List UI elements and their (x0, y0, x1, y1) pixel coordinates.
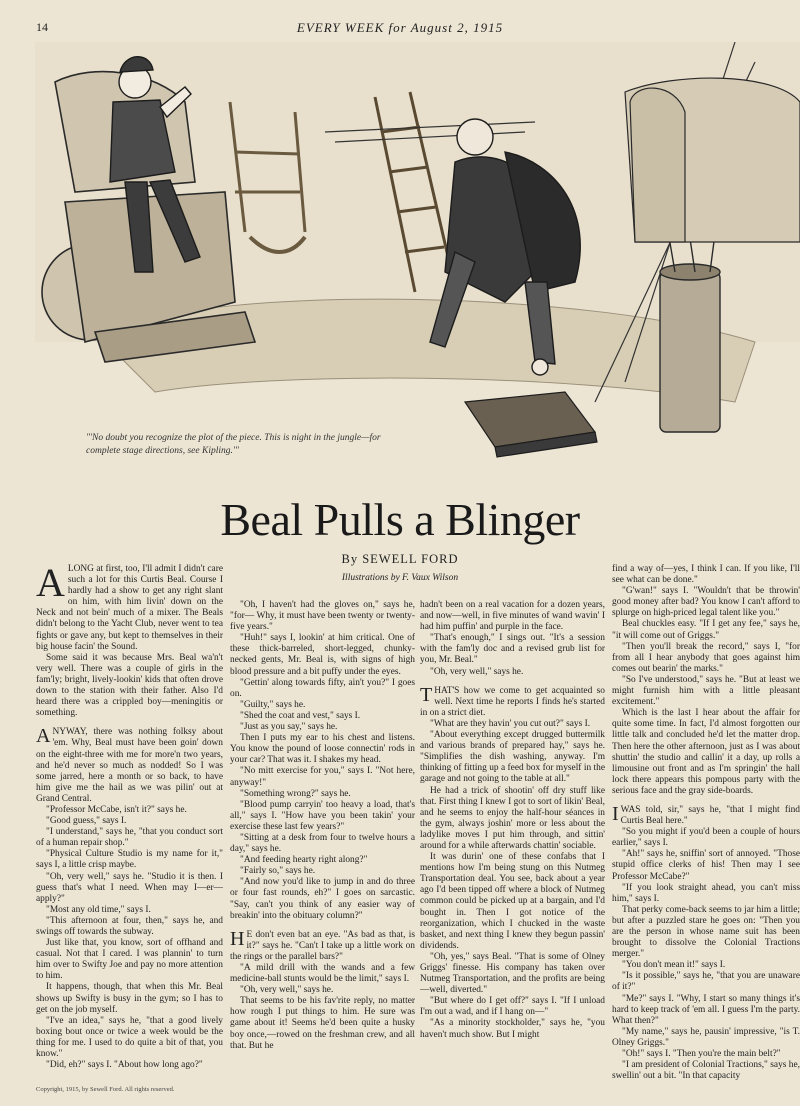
byline: By SEWELL FORD (341, 552, 459, 566)
drop-cap: T (420, 683, 433, 706)
paragraph: "This afternoon at four, then," says he, and swings off towards the subway. (36, 915, 223, 937)
paragraph: It was durin' one of these confabs that I mentions how I'm being stung on this Nutmeg Transportation deal. You see, back about a year ago I'd been tipped off where a block of Nutmeg common could be picked up at a bargain, and I'd bought in. Then I got notice of the reorganization, which I chucked in the waste basket, and next thing I knew they begun passin' dividends. (420, 852, 605, 951)
paragraph: "Oh, I haven't had the gloves on," says he, "for— Why, it must have been twenty or twenty-five years." (230, 600, 415, 633)
paragraph: "Most any old time," says I. (46, 904, 151, 915)
paragraph: "Professor McCabe, isn't it?" says he. (46, 804, 187, 815)
paragraph: "Sitting at a desk from four to twelve hours a day," says he. (230, 832, 415, 855)
paragraph: "Something wrong?" says he. (240, 788, 351, 799)
paragraph: "That's enough," I sings out. "It's a session with the fam'ly doc and a revised grub list for you, Mr. Beal." (420, 633, 605, 666)
article-title: Beal Pulls a Blinger (220, 494, 580, 545)
paragraph: "No mitt exercise for you," says I. "Not here, anyway!" (230, 766, 415, 788)
paragraph: "About everything except drugged buttermilk and various brands of prepared hay," says he. "Simplifies the dish washing, anyway. I'm thinking of fitting up a feed box for myself in the garage and not going to the table at all." (420, 730, 605, 785)
paragraph: HAT'S how we come to get acquainted so well. Next time he reports I finds he's started in on a strict diet. (420, 685, 605, 718)
paragraph: "You don't mean it!" says I. (622, 960, 726, 971)
paragraph: "I've an idea," says he, "that a good lively boxing bout once or twice a week would be the thing for me. I used to do quite a bit of that, you know." (36, 1015, 223, 1060)
paragraph: Then I puts my ear to his chest and listens. You know the pound of loose connectin' rods in your car? That was it. I shakes my head. (230, 733, 415, 766)
paragraph: "Oh, yes," says Beal. "That is some of Olney Griggs' finesse. His company has taken over Nutmeg Transportation, and the profits are being—well, diverted." (420, 951, 605, 996)
paragraph: "Guilty," says he. (240, 699, 306, 710)
paragraph: "A mild drill with the wands and a few medicine-ball stunts would be the limit," says I. (230, 963, 415, 985)
paragraph: "Gettin' along towards fifty, ain't you?" I goes on. (230, 677, 415, 699)
paragraph: "Huh!" says I, lookin' at him critical. One of these thick-barreled, short-legged, chunky-necked gents, Mr. Beal is, with signs of high blood pressure and a bit puffy under the eyes. (230, 633, 415, 677)
drop-cap: A (36, 725, 51, 748)
paragraph: It happens, though, that when this Mr. Beal shows up Swifty is busy in the gym; so I has to get on the job myself. (36, 982, 223, 1015)
paragraph: E don't even bat an eye. "As bad as that, is it?" says he. "Can't I take up a little work on the rings or the parallel bars?" (230, 929, 415, 962)
paragraph: "Oh, very well," says he. (240, 985, 334, 996)
page-number: 14 (36, 20, 48, 34)
paragraph: NYWAY, there was nothing folksy about 'em. Why, Beal must have been goin' down on the eight-three with me for more'n two years, and he'd never so much as nodded! So I was some jarred, here a month or so back, to have him give me the hail as we was pilin' out at Grand Central. (36, 727, 223, 804)
paragraph: "So I've understood," says he. "But at least we might furnish him with a little pleasant excitement." (612, 674, 800, 708)
paragraph: LONG at first, too, I'll admit I didn't care such a lot for this Curtis Beal. Course I hardly had a show to get any right slant on him, with him livin' down on the Neck and not bein' much of a mixer. The Beals didn't belong to the Yacht Club, never went to tea fights or gave any, but kept to themselves in their big house facin' the Sound. (36, 564, 223, 652)
paragraph: "So you might if you'd been a couple of hours earlier," says I. (612, 827, 800, 849)
paragraph: "Blood pump carryin' too heavy a load, that's all," says I. "How have you been takin' your exercise these last few years?" (230, 799, 415, 832)
paragraph: "G'wan!" says I. "Wouldn't that be throwin' good money after bad? You know I can't afford to splurge on high-priced legal talent like you." (612, 586, 800, 619)
paragraph: "Good guess," says I. (46, 816, 127, 827)
paragraph: "Is it possible," says he, "that you are unaware of it?" (612, 971, 800, 993)
paragraph: "I am president of Colonial Tractions," says he, swellin' out a bit. "In that capacity (612, 1060, 800, 1082)
paragraph: "If you look straight ahead, you can't miss him," says I. (612, 882, 800, 904)
paragraph: "Fairly so," says he. (240, 866, 316, 877)
paragraph: Some said it was because Mrs. Beal wa'n't very well. There was a couple of girls in the fam'ly; bright, lively-lookin' kids that often drove down to the station with their father. Also I'd heard there was a crippled boy—meningitis or something. (36, 652, 223, 719)
paragraph: WAS told, sir," says he, "that I might find Curtis Beal here." (620, 804, 800, 827)
paragraph: "Physical Culture Studio is my name for it," says I, a little crisp maybe. (36, 849, 223, 871)
paragraph: hadn't been on a real vacation for a dozen years, and now—well, in five minutes of wand wavin' I had him puffin' and purple in the face. (420, 600, 605, 633)
paragraph: "Then you'll break the record," says I, "for from all I hear anybody that goes against him comes out bearin' the marks." (612, 641, 800, 674)
paragraph: find a way of—yes, I think I can. If you like, I'll see what can be done." (612, 564, 800, 586)
paragraph: "Oh!" says I. "Then you're the main belt?" (622, 1049, 781, 1060)
paragraph: "I understand," says he, "that you conduct sort of a human repair shop." (36, 827, 223, 849)
column-2 (230, 600, 415, 1090)
paragraph: "Ah!" says he, sniffin' sort of annoyed. "Those stupid office clerks of his! Then may I see Professor McCabe?" (612, 849, 800, 882)
copyright-notice: Copyright, 1915, by Sewell Ford. All rights reserved. (36, 1086, 175, 1093)
paragraph: "Oh, very well," says he. "Studio it is then. I guess that's what I need. When may I—er—apply?" (36, 871, 223, 904)
paragraph: "Shed the coat and vest," says I. (240, 710, 361, 721)
drop-cap: A (36, 564, 65, 605)
armchair (625, 78, 800, 242)
running-title: EVERY WEEK for August 2, 1915 (296, 20, 504, 35)
illustrations-credit: Illustrations by F. Vaux Wilson (341, 573, 459, 583)
paragraph: Just like that, you know, sort of offhand and casual. Not that I cared. I was plannin' to turn him over to Swifty Joe and pay no more attention to him. (36, 938, 223, 982)
column-4 (612, 564, 800, 1094)
paragraph: "Did, eh?" says I. "About how long ago?" (46, 1060, 203, 1071)
column-1 (36, 564, 223, 1084)
drop-cap: I (612, 802, 619, 825)
paragraph: "What are they havin' you cut out?" says I. (430, 718, 591, 729)
paragraph: "Just as you say," says he. (240, 722, 338, 733)
paragraph: "My name," says he, pausin' impressive, "is T. Olney Griggs." (612, 1026, 800, 1048)
column-3 (420, 600, 605, 1090)
paragraph: "Me?" says I. "Why, I start so many things it's hard to keep track of 'em all. I guess I'm the party. What then?" (612, 993, 800, 1026)
illustration-caption: "'No doubt you recognize the plot of the piece. This is night in the jungle—for complete stage directions, see Kipling.'" (86, 433, 381, 456)
paragraph: "But where do I get off?" says I. "If I unload I'm out a wad, and if I hang on—" (420, 996, 605, 1018)
drop-cap: H (230, 927, 245, 950)
paragraph: "And feeding hearty right along?" (240, 855, 368, 866)
paragraph: He had a trick of shootin' off dry stuff like that. First thing I knew I got to sort of likin' Beal, and he seems to enjoy the half-hour séances in the gym, always joshin' more or less about the ladylike moves I put him through, and sittin' around for a while afterwards chattin' sociable. (420, 785, 605, 851)
paragraph: That seems to be his fav'rite reply, no matter how rough I put things to him. He sure was game about it! Seems he'd been quite a husky boy once,—rowed on the freshman crew, and all that. But he (230, 996, 415, 1051)
paragraph: "As a minority stockholder," says he, "you haven't much show. But I might (420, 1018, 605, 1040)
paragraph: Beal chuckles easy. "If I get any fee," says he, "it will come out of Griggs." (612, 619, 800, 641)
paragraph: "And now you'd like to jump in and do three or four fast rounds, eh?" I goes on sarcastic. "Say, can't you think of any easier way of breakin' into the obituary column?" (230, 877, 415, 921)
paragraph: That perky come-back seems to jar him a little; but after a puzzled stare he goes on: "Then you are the person in whose name suit has been brought to dissolve the Colonial Tractions merger." (612, 904, 800, 960)
paragraph: Which is the last I hear about the affair for quite some time. In fact, I'd almost forgotten our little talk and concluded he'd let the matter drop. Then here the other afternoon, just as I was about shuttin' the studio and callin' it a day, up rolls a limousine out front and as I'm springin' the hall lock there appears this pompous party with the serious face and the gray side-boards. (612, 708, 800, 796)
paragraph: "Oh, very well," says he. (430, 666, 524, 677)
story-illustration (35, 42, 800, 482)
page-header (0, 20, 800, 36)
